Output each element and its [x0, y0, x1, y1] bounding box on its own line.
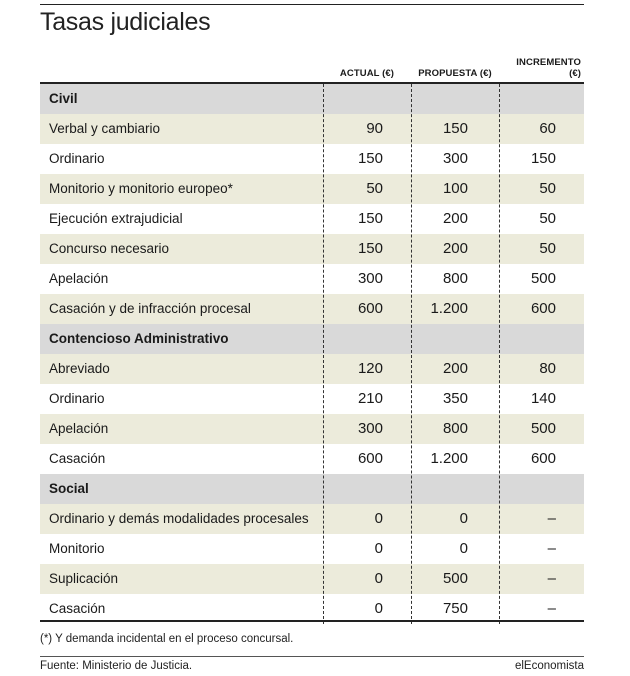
- row-label: Concurso necesario: [49, 241, 170, 256]
- cell-propuesta: 0: [459, 510, 468, 527]
- cell-propuesta: 800: [442, 420, 468, 437]
- table-row: [40, 144, 584, 174]
- source-note: Fuente: Ministerio de Justicia.: [40, 660, 193, 672]
- cell-propuesta: 1.200: [430, 450, 468, 467]
- cell-incremento: 500: [530, 420, 556, 437]
- table-row: [40, 504, 584, 534]
- row-label: Verbal y cambiario: [49, 121, 161, 136]
- cell-actual: 150: [357, 210, 383, 227]
- table-row: [40, 174, 584, 204]
- cell-incremento: 80: [539, 360, 556, 377]
- cell-incremento: 50: [539, 180, 556, 197]
- cell-incremento: –: [547, 510, 556, 527]
- cell-propuesta: 100: [442, 180, 468, 197]
- cell-actual: 0: [374, 510, 383, 527]
- top-rule: [40, 4, 584, 5]
- row-label: Ejecución extrajudicial: [49, 211, 183, 226]
- cell-actual: 120: [357, 360, 383, 377]
- cell-propuesta: 1.200: [430, 300, 468, 317]
- row-label: Casación: [49, 451, 106, 466]
- row-label: Casación: [49, 601, 106, 616]
- section-row: [40, 324, 584, 354]
- row-label: Ordinario: [49, 391, 105, 406]
- table-row: [40, 264, 584, 294]
- table-row: [40, 444, 584, 474]
- cell-incremento: 600: [530, 450, 556, 467]
- table-row: [40, 414, 584, 444]
- row-label: Ordinario y demás modalidades procesales: [49, 511, 309, 526]
- cell-actual: 300: [357, 420, 383, 437]
- cell-propuesta: 350: [442, 390, 468, 407]
- cell-incremento: –: [547, 540, 556, 557]
- cell-actual: 50: [366, 180, 383, 197]
- cell-incremento: –: [547, 600, 556, 617]
- row-label: Monitorio y monitorio europeo*: [49, 181, 233, 196]
- row-label: Ordinario: [49, 151, 105, 166]
- cell-incremento: 150: [530, 150, 556, 167]
- cell-incremento: 60: [539, 120, 556, 137]
- row-label: Apelación: [49, 421, 109, 436]
- table-bottom-rule: [40, 620, 584, 622]
- page-title: Tasas judiciales: [40, 8, 211, 36]
- section-label: Contencioso Administrativo: [49, 331, 229, 346]
- table-row: [40, 114, 584, 144]
- footer-rule: [40, 656, 584, 657]
- cell-propuesta: 800: [442, 270, 468, 287]
- row-label: Abreviado: [49, 361, 110, 376]
- section-row: [40, 84, 584, 114]
- cell-incremento: –: [547, 570, 556, 587]
- cell-propuesta: 300: [442, 150, 468, 167]
- table-body: [40, 84, 584, 624]
- cell-incremento: 500: [530, 270, 556, 287]
- cell-incremento: 50: [539, 210, 556, 227]
- table-row: [40, 234, 584, 264]
- cell-propuesta: 750: [442, 600, 468, 617]
- cell-propuesta: 150: [442, 120, 468, 137]
- header-incremento-line1: INCREMENTO: [516, 57, 581, 68]
- table-header: [40, 53, 584, 84]
- cell-actual: 90: [366, 120, 383, 137]
- table-row: [40, 354, 584, 384]
- table-row: [40, 384, 584, 414]
- row-label: Monitorio: [49, 541, 105, 556]
- cell-actual: 600: [357, 300, 383, 317]
- cell-actual: 0: [374, 600, 383, 617]
- header-incremento: [499, 57, 584, 79]
- cell-propuesta: 200: [442, 240, 468, 257]
- cell-actual: 150: [357, 240, 383, 257]
- footnote: (*) Y demanda incidental en el proceso concursal.: [40, 633, 294, 645]
- fees-table: [40, 53, 584, 624]
- header-propuesta: PROPUESTA (€): [418, 68, 492, 79]
- cell-incremento: 140: [530, 390, 556, 407]
- section-row: [40, 474, 584, 504]
- cell-actual: 600: [357, 450, 383, 467]
- cell-actual: 0: [374, 570, 383, 587]
- brand-credit: elEconomista: [514, 660, 584, 672]
- row-label: Suplicación: [49, 571, 119, 586]
- row-label: Apelación: [49, 271, 109, 286]
- cell-propuesta: 200: [442, 210, 468, 227]
- table-row: [40, 204, 584, 234]
- cell-propuesta: 0: [459, 540, 468, 557]
- header-incremento-line2: (€): [569, 68, 581, 79]
- cell-incremento: 50: [539, 240, 556, 257]
- section-label: Civil: [49, 91, 78, 106]
- cell-propuesta: 200: [442, 360, 468, 377]
- cell-actual: 300: [357, 270, 383, 287]
- cell-incremento: 600: [530, 300, 556, 317]
- row-label: Casación y de infracción procesal: [49, 301, 251, 316]
- cell-actual: 210: [357, 390, 383, 407]
- table-row: [40, 564, 584, 594]
- header-actual: ACTUAL (€): [339, 68, 395, 79]
- cell-actual: 0: [374, 540, 383, 557]
- cell-propuesta: 500: [442, 570, 468, 587]
- section-label: Social: [49, 481, 89, 496]
- cell-actual: 150: [357, 150, 383, 167]
- table-row: [40, 294, 584, 324]
- table-row: [40, 534, 584, 564]
